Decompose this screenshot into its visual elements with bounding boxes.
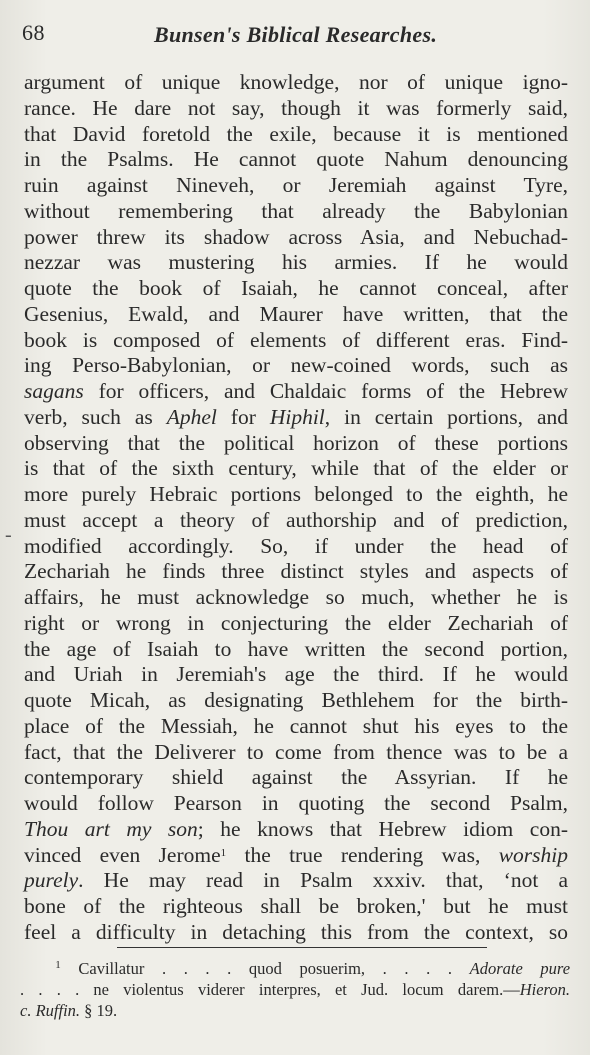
text-line: Zechariah he finds three distinct styles and aspects of (24, 559, 568, 584)
text-line: ing Perso-Babylonian, or new-coined words, such as (24, 353, 568, 378)
text-line: right or wrong in conjecturing the elder Zechariah of (24, 610, 568, 635)
text-line: quote the book of Isaiah, he cannot conceal, after (24, 276, 568, 300)
text-line: argument of unique knowledge, nor of unique igno- (24, 70, 568, 94)
text-line: fact, that the Deliverer to come from thence was to be a (24, 739, 568, 764)
italic-word: Aphel (166, 404, 217, 429)
footnote-text: Cavillatur . . . . quod posuerim, . . . . (78, 959, 452, 978)
body-text (24, 70, 568, 946)
text-line: must accept a theory of authorship and of prediction, (24, 507, 568, 532)
text-line: sagans for officers, and Chaldaic forms of the Hebrew (24, 379, 568, 403)
margin-mark: - (5, 524, 12, 546)
text-line: is that of the sixth century, while that of the elder or (24, 456, 568, 481)
italic-word: purely (24, 868, 79, 893)
text-line: power threw its shadow across Asia, and Nebuchad- (24, 224, 568, 249)
footnote-line (20, 979, 570, 1000)
italic-phrase: Thou art my son (24, 816, 198, 841)
page-header (22, 20, 570, 50)
text-line: in the Psalms. He cannot quote Nahum denouncing (24, 147, 568, 172)
text-line: place of the Messiah, he cannot shut his eyes to the (24, 713, 568, 738)
footnote-text: . . . . ne violentus viderer interpres, et Jud. locum darem.— (20, 980, 520, 999)
page-number: 68 (22, 20, 45, 45)
text-line: purely. He may read in Psalm xxxiv. that, ‘not a (24, 868, 568, 893)
text-line: would follow Pearson in quoting the second Psalm, (24, 791, 568, 815)
text-line: without remembering that already the Babylonian (24, 198, 568, 223)
footnote-italic: c. Ruffin. (20, 1001, 81, 1020)
text-line: feel a difficulty in detaching this from the context, so (24, 919, 568, 944)
text-line: more purely Hebraic portions belonged to the eighth, he (24, 482, 568, 506)
footnote-italic: Hieron. (519, 980, 570, 999)
text-line: nezzar was mustering his armies. If he would (24, 250, 568, 275)
text-line: quote Micah, as designating Bethlehem for the birth- (24, 688, 568, 712)
text-line: the age of Isaiah to have written the second portion, (24, 636, 568, 661)
italic-word: worship (498, 842, 568, 867)
text-line: ruin against Nineveh, or Jeremiah against Tyre, (24, 173, 568, 197)
footnote-line (20, 1000, 570, 1021)
text-line: verb, such as Aphel for Hiphil, in certain portions, and (24, 404, 568, 429)
text-line: Thou art my son; he knows that Hebrew idiom con- (24, 816, 568, 841)
text-line: modified accordingly. So, if under the head of (24, 533, 568, 558)
footnotes (20, 958, 570, 1021)
text-line: contemporary shield against the Assyrian. If he (24, 765, 568, 790)
footnote-number: 1 (55, 959, 61, 971)
running-title: Bunsen's Biblical Researches. (154, 22, 438, 47)
footnote-line (20, 958, 570, 979)
text-line: Gesenius, Ewald, and Maurer have written, that the (24, 301, 568, 326)
italic-word: sagans (24, 379, 84, 403)
footnote-text: § 19. (84, 1001, 118, 1020)
text-line: and Uriah in Jeremiah's age the third. If he would (24, 662, 568, 687)
footnote-ref: 1 (220, 846, 227, 859)
footnote-rule (117, 947, 487, 948)
text-line: book is composed of elements of different eras. Find- (24, 327, 568, 352)
text-line: rance. He dare not say, though it was formerly said, (24, 95, 568, 120)
text-line: observing that the political horizon of these portions (24, 430, 568, 455)
text-line: bone of the righteous shall be broken,' but he must (24, 894, 568, 918)
footnote-italic: Adorate pure (469, 959, 571, 978)
text-line: vinced even Jerome$^1$ the true rendering was, worship (24, 842, 568, 867)
text-line: that David foretold the exile, because it is mentioned (24, 121, 568, 146)
text-line: affairs, he must acknowledge so much, whether he is (24, 585, 568, 609)
italic-word: Hiphil (269, 404, 325, 429)
